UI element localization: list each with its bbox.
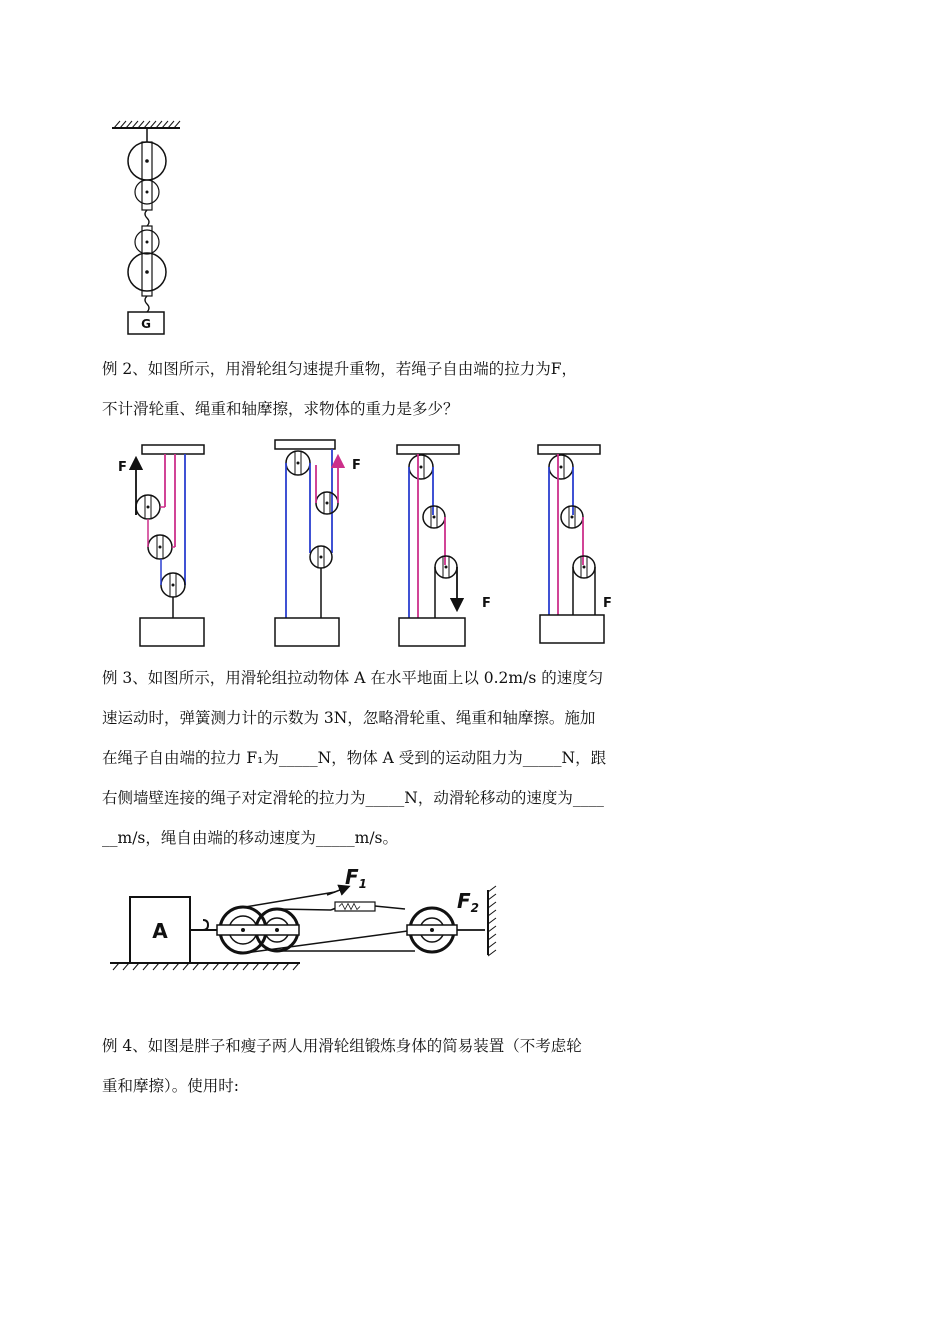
pulley-system-4 (538, 445, 612, 643)
example-2-text (102, 349, 642, 429)
example-2-line-1: 例 2、如图所示，用滑轮组匀速提升重物，若绳子自由端的拉力为F， (102, 360, 578, 378)
pulley-system-3 (397, 445, 491, 646)
figure-horizontal-pulley (105, 860, 515, 975)
pulley-system-1 (118, 445, 204, 646)
force-label-4: F (603, 596, 612, 611)
f2-label-sub: 2 (470, 901, 480, 915)
example-4-line-2: 重和摩擦）。使用时: (102, 1077, 239, 1095)
figure-four-pulley-systems (100, 435, 640, 650)
example-3-line-2: 速运动时，弹簧测力计的示数为 3N，忽略滑轮重、绳重和轴摩擦。施加 (102, 709, 596, 727)
example-3-line-3: 在绳子自由端的拉力 F₁为_____N，物体 A 受到的运动阻力为_____N，跟 (102, 749, 607, 767)
force-label-1: F (118, 460, 127, 475)
example-3-text (102, 658, 642, 858)
example-3-line-5: __m/s，绳自由端的移动速度为_____m/s。 (102, 829, 398, 847)
f1-label-sub: 1 (358, 877, 368, 891)
example-4-text (102, 1026, 642, 1106)
block-label: A (152, 919, 168, 943)
figure-pulley-weight (100, 118, 190, 338)
example-3-line-4: 右侧墙壁连接的绳子对定滑轮的拉力为_____N，动滑轮移动的速度为____ (102, 789, 604, 807)
weight-label: G (141, 317, 151, 331)
f2-label-main: F (457, 889, 471, 913)
f2-label (457, 889, 479, 915)
example-2-line-2: 不计滑轮重、绳重和轴摩擦，求物体的重力是多少？ (102, 400, 459, 418)
force-label-3: F (482, 596, 491, 611)
f1-label-main: F (345, 865, 359, 889)
pulley-system-2 (275, 440, 361, 646)
example-4-line-1: 例 4、如图是胖子和瘦子两人用滑轮组锻炼身体的简易装置（不考虑轮 (102, 1037, 582, 1055)
example-3-line-1: 例 3、如图所示，用滑轮组拉动物体 A 在水平地面上以 0.2m/s 的速度匀 (102, 669, 604, 687)
force-label-2: F (352, 458, 361, 473)
f1-label (345, 865, 367, 891)
